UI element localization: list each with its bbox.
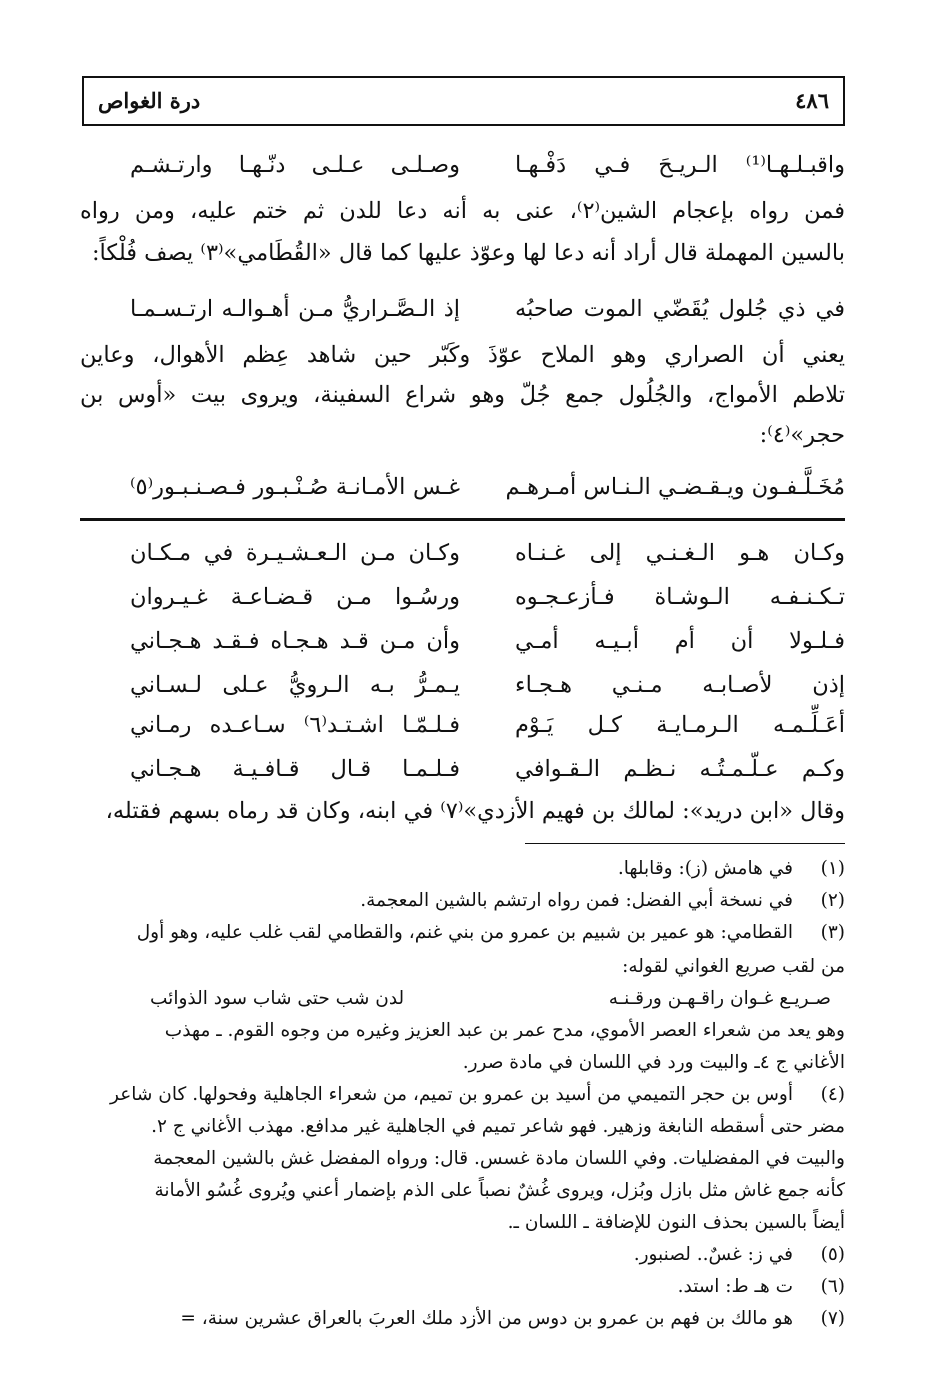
footnote-separator: [525, 843, 845, 844]
verse-hemistich-right: مُخَـلَّـفـون ويـقـضـي الـنـاس أمـرهـم: [505, 474, 845, 500]
footnote-continuation: وهو يعد من شعراء العصر الأموي، مدح عمر بن عبد العزيز وغيره من وجوه القوم. ـ مهذب: [164, 1020, 845, 1041]
verse-hemistich-left: ورسُـوا مـن قـضـاعـة غـيـروان: [130, 584, 460, 610]
paragraph-line: حجر»⁽٤⁾:: [759, 422, 845, 448]
footnote-text: في ز: غسٌ.. لصنبور.: [633, 1244, 793, 1265]
poem-verse: [80, 534, 845, 572]
qutami-verse: [80, 290, 845, 328]
footnote-number: (٣): [820, 922, 845, 943]
footnote-verse-left: لدن شب حتى شاب سود الذوائب: [150, 988, 405, 1009]
running-title: درة الغواص: [98, 88, 201, 113]
footnote-continuation: الأغاني ج ٤ـ والبيت ورد في اللسان في مادة صرر.: [462, 1052, 845, 1073]
footnote-continuation: من لقب صريع الغواني لقوله:: [622, 956, 845, 977]
verse-hemistich-left: وكـان مـن الـعـشـيـرة في مـكـان: [130, 540, 460, 566]
opening-verse: [80, 146, 845, 184]
footnote-text: ت هـ ط: استد.: [677, 1276, 793, 1297]
verse-hemistich-right: وكـم عـلّـمـتُـه نـظـم الـقـوافي: [515, 756, 845, 782]
footnote-number: (١): [820, 858, 845, 879]
paragraph-line: بالسين المهملة قال أراد أنه دعا لها وعوّذ عليها كما قال «القُطَامي»⁽٣⁾ يصف فُلْكاً:: [91, 240, 845, 266]
footnote-number: (٤): [820, 1084, 845, 1105]
section-rule: [80, 518, 845, 521]
footnote-text: في نسخة أبي الفضل: فمن رواه ارتشم بالشين المعجمة.: [360, 890, 793, 911]
paragraph-line: يعني أن الصراري وهو الملاح عوّذَ وكَبّر حين شاهد عِظم الأهوال، وعاين: [80, 342, 845, 368]
verse-hemistich-right: وكـان هـو الـغـنـي إلى غـنـاه: [515, 540, 845, 566]
verse-hemistich-right: أعَـلِّـمـه الـرمـايـة كـل يَـوْم: [515, 712, 845, 738]
verse-hemistich-left: يـمـرُّ بـه الـرويُّ عـلى لـسـاني: [130, 672, 460, 698]
verse-hemistich-left: غـس الأمـانـة صُـنْـبـور فـصـنـبـور⁽٥⁾: [130, 474, 460, 500]
verse-hemistich-left: وصـلـى عـلـى دنّـهـا وارتـشـم: [130, 152, 460, 178]
footnote-continuation: مضر حتى أسقطه النابغة وزهير. فهو شاعر تميم في الجاهلية غير مدافع. مهذب الأغاني ج ٢.: [151, 1116, 845, 1137]
footnote-text: في هامش (ز): وقابلها.: [617, 858, 793, 879]
aws-verse: [80, 468, 845, 506]
verse-hemistich-right: في ذي جُلول يُقَضّي الموت صاحبُه: [515, 296, 845, 322]
footnote-number: (٦): [820, 1276, 845, 1297]
verse-hemistich-left: فـلـمـا قـال قـافـيـة هـجـاني: [130, 756, 460, 782]
footnote-number: (٥): [820, 1244, 845, 1265]
poem-verse: [80, 706, 845, 744]
footnote-continuation: أيضاً بالسين بحذف النون للإضافة ـ اللسان ـ.: [507, 1212, 845, 1233]
paragraph-line: وقال «ابن دريد»: لمالك بن فهيم الأزدي»⁽٧⁾ في ابنه، وكان قد رماه بسهم فقتله،: [105, 798, 845, 824]
footnote-number: (٧): [820, 1308, 845, 1329]
footnote-continuation: كأنه جمع غاش مثل بازل وبُزل، ويروى غُشٌ نصباً على الذم بإضمار أعني ويُروى غُسُو الأمانة: [154, 1180, 845, 1201]
verse-hemistich-left: وأن مـن قـد هـجـاه فـقـد هـجـاني: [130, 628, 460, 654]
footnote-text: هو مالك بن فهم بن عمرو بن دوس من الأزد ملك العربَ بالعراق عشرين سنة، =: [180, 1308, 793, 1329]
running-header: [82, 76, 845, 126]
poem-verse: [80, 750, 845, 788]
paragraph-line: فمن رواه بإعجام الشين⁽٢⁾، عنى به أنه دعا للدن ثم ختم عليه، ومن رواه: [80, 198, 846, 224]
footnote-continuation: والبيت في المفضليات. وفي اللسان مادة غسس. قال: ورواه المفضل غش بالشين المعجمة: [153, 1148, 845, 1169]
verse-hemistich-left: إذ الـصَّـراريُّ مـن أهـوالـه ارتـسـمـا: [130, 296, 460, 322]
page-number: ٤٨٦: [795, 88, 829, 113]
verse-hemistich-right: تـكـنـفـه الـوشـاة فـأزعـجـوه: [515, 584, 845, 610]
verse-hemistich-left: فـلـمّـا اشـتـد⁽٦⁾ سـاعـده رمـاني: [130, 712, 460, 738]
verse-hemistich-right: فـلـولا أن أم أبـيـه أمـي: [515, 628, 845, 654]
verse-hemistich-right: واقبـلـهـا⁽¹⁾ الـريـحَ فـي دَفْـهـا: [515, 152, 845, 178]
paragraph-line: تلاطم الأمواج، والجُلُول جمع جُلّ وهو شراع السفينة، ويروى بيت «أوس بن: [80, 382, 845, 408]
footnote-text: أوس بن حجر التميمي من أسيد بن عمرو بن تميم، من شعراء الجاهلية وفحولها. كان شاعر: [110, 1084, 793, 1105]
footnote-verse-right: صـريـع غـوان راقـهـن ورقـنـه: [608, 988, 831, 1009]
poem-verse: [80, 666, 845, 704]
poem-verse: [80, 622, 845, 660]
footnote-text: القطامي: هو عمير بن شبيم بن عمرو من بني غنم، والقطامي لقب غلب عليه، وهو أول: [136, 922, 793, 943]
footnote-number: (٢): [820, 890, 845, 911]
poem-verse: [80, 578, 845, 616]
verse-hemistich-right: إذن لأصـابـه مـنـي هـجـاء: [515, 672, 845, 698]
